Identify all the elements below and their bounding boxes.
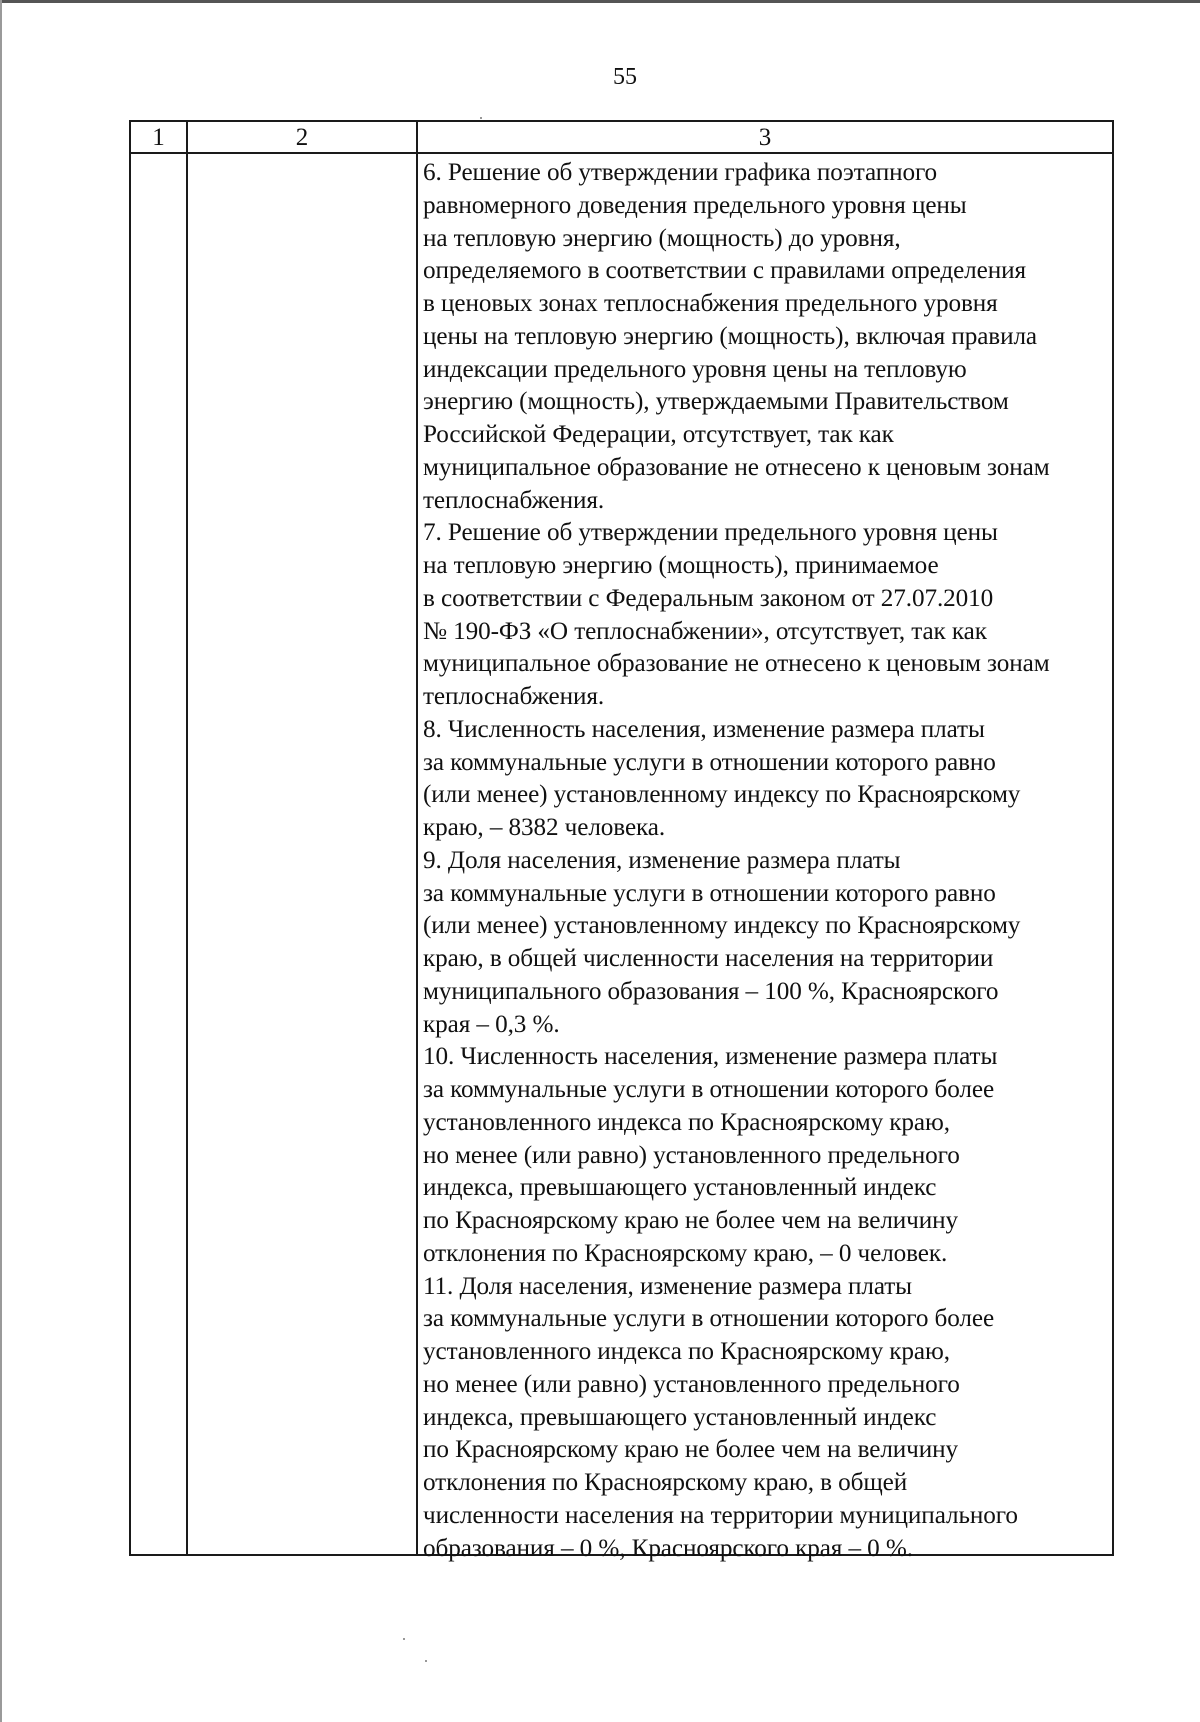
text-line: № 190-ФЗ «О теплоснабжении», отсутствует, так как	[423, 617, 987, 645]
document-table	[129, 120, 1114, 1562]
text-line: края – 0,3 %.	[423, 1010, 560, 1038]
text-line: отклонения по Красноярскому краю, в общей	[423, 1469, 908, 1496]
text-line: муниципальное образование не отнесено к ценовым зонам	[423, 453, 1050, 481]
scan-speck	[480, 117, 482, 119]
text-line: образования – 0 %, Красноярского края – 0 %.	[423, 1534, 913, 1562]
column-header-3: 3	[758, 124, 772, 151]
text-line: муниципального образования – 100 %, Красноярского	[423, 977, 999, 1005]
text-line: установленного индекса по Красноярскому краю,	[423, 1338, 950, 1365]
text-line: за коммунальные услуги в отношении которого равно	[423, 879, 996, 907]
scan-edge-top	[0, 0, 1200, 3]
text-line: определяемого в соответствии с правилами определения	[423, 257, 1026, 285]
text-line: за коммунальные услуги в отношении которого более	[423, 1305, 995, 1333]
text-line: краю, – 8382 человека.	[423, 814, 666, 841]
text-line: 6. Решение об утверждении графика поэтапного	[423, 159, 938, 186]
text-line: 10. Численность населения, изменение размера платы	[423, 1043, 998, 1071]
text-line: 8. Численность населения, изменение размера платы	[423, 715, 985, 743]
text-line: индекса, превышающего установленный индекс	[423, 1174, 937, 1202]
text-line: муниципальное образование не отнесено к ценовым зонам	[423, 650, 1050, 678]
page-number: 55	[613, 64, 637, 90]
text-line: но менее (или равно) установленного предельного	[423, 1370, 960, 1398]
column-divider	[186, 122, 188, 1554]
scan-speck	[403, 1638, 405, 1640]
column-header-2: 2	[295, 124, 309, 151]
text-line: в ценовых зонах теплоснабжения предельного уровня	[423, 290, 998, 317]
text-line: индекса, превышающего установленный индекс	[423, 1403, 937, 1431]
text-line: энергию (мощность), утверждаемыми Правительством	[423, 388, 1009, 416]
text-line: 9. Доля населения, изменение размера платы	[423, 846, 901, 874]
text-line: за коммунальные услуги в отношении которого равно	[423, 748, 996, 776]
text-line: Российской Федерации, отсутствует, так как	[423, 421, 894, 448]
text-line: установленного индекса по Красноярскому краю,	[423, 1108, 950, 1136]
text-line: теплоснабжения.	[423, 486, 605, 514]
text-line: отклонения по Красноярскому краю, – 0 человек.	[423, 1239, 948, 1267]
text-line: (или менее) установленному индексу по Красноярскому	[423, 781, 1021, 809]
text-line: равномерного доведения предельного уровня цены	[423, 191, 967, 219]
header-divider	[131, 152, 1112, 154]
text-line: 11. Доля населения, изменение размера платы	[423, 1272, 912, 1300]
text-line: теплоснабжения.	[423, 683, 605, 710]
text-line: численности населения на территории муниципального	[423, 1501, 1018, 1529]
text-line: по Красноярскому краю не более чем на величину	[423, 1436, 958, 1464]
scan-speck	[425, 1660, 427, 1662]
text-line: за коммунальные услуги в отношении которого более	[423, 1076, 995, 1103]
text-line: по Красноярскому краю не более чем на величину	[423, 1207, 958, 1234]
text-line: (или менее) установленному индексу по Красноярскому	[423, 912, 1021, 940]
column-3-text	[423, 157, 1113, 1565]
text-line: на тепловую энергию (мощность), принимаемое	[423, 552, 939, 579]
text-line: в соответствии с Федеральным законом от 27.07.2010	[423, 584, 994, 612]
text-line: краю, в общей численности населения на территории	[423, 945, 994, 972]
text-line: цены на тепловую энергию (мощность), включая правила	[423, 322, 1037, 350]
column-divider	[416, 122, 418, 1554]
text-line: на тепловую энергию (мощность) до уровня,	[423, 224, 901, 252]
text-line: индексации предельного уровня цены на тепловую	[423, 355, 967, 383]
column-header-1: 1	[152, 124, 165, 151]
text-line: 7. Решение об утверждении предельного уровня цены	[423, 519, 998, 547]
text-line: но менее (или равно) установленного предельного	[423, 1141, 960, 1169]
scan-edge-left	[0, 0, 2, 1722]
